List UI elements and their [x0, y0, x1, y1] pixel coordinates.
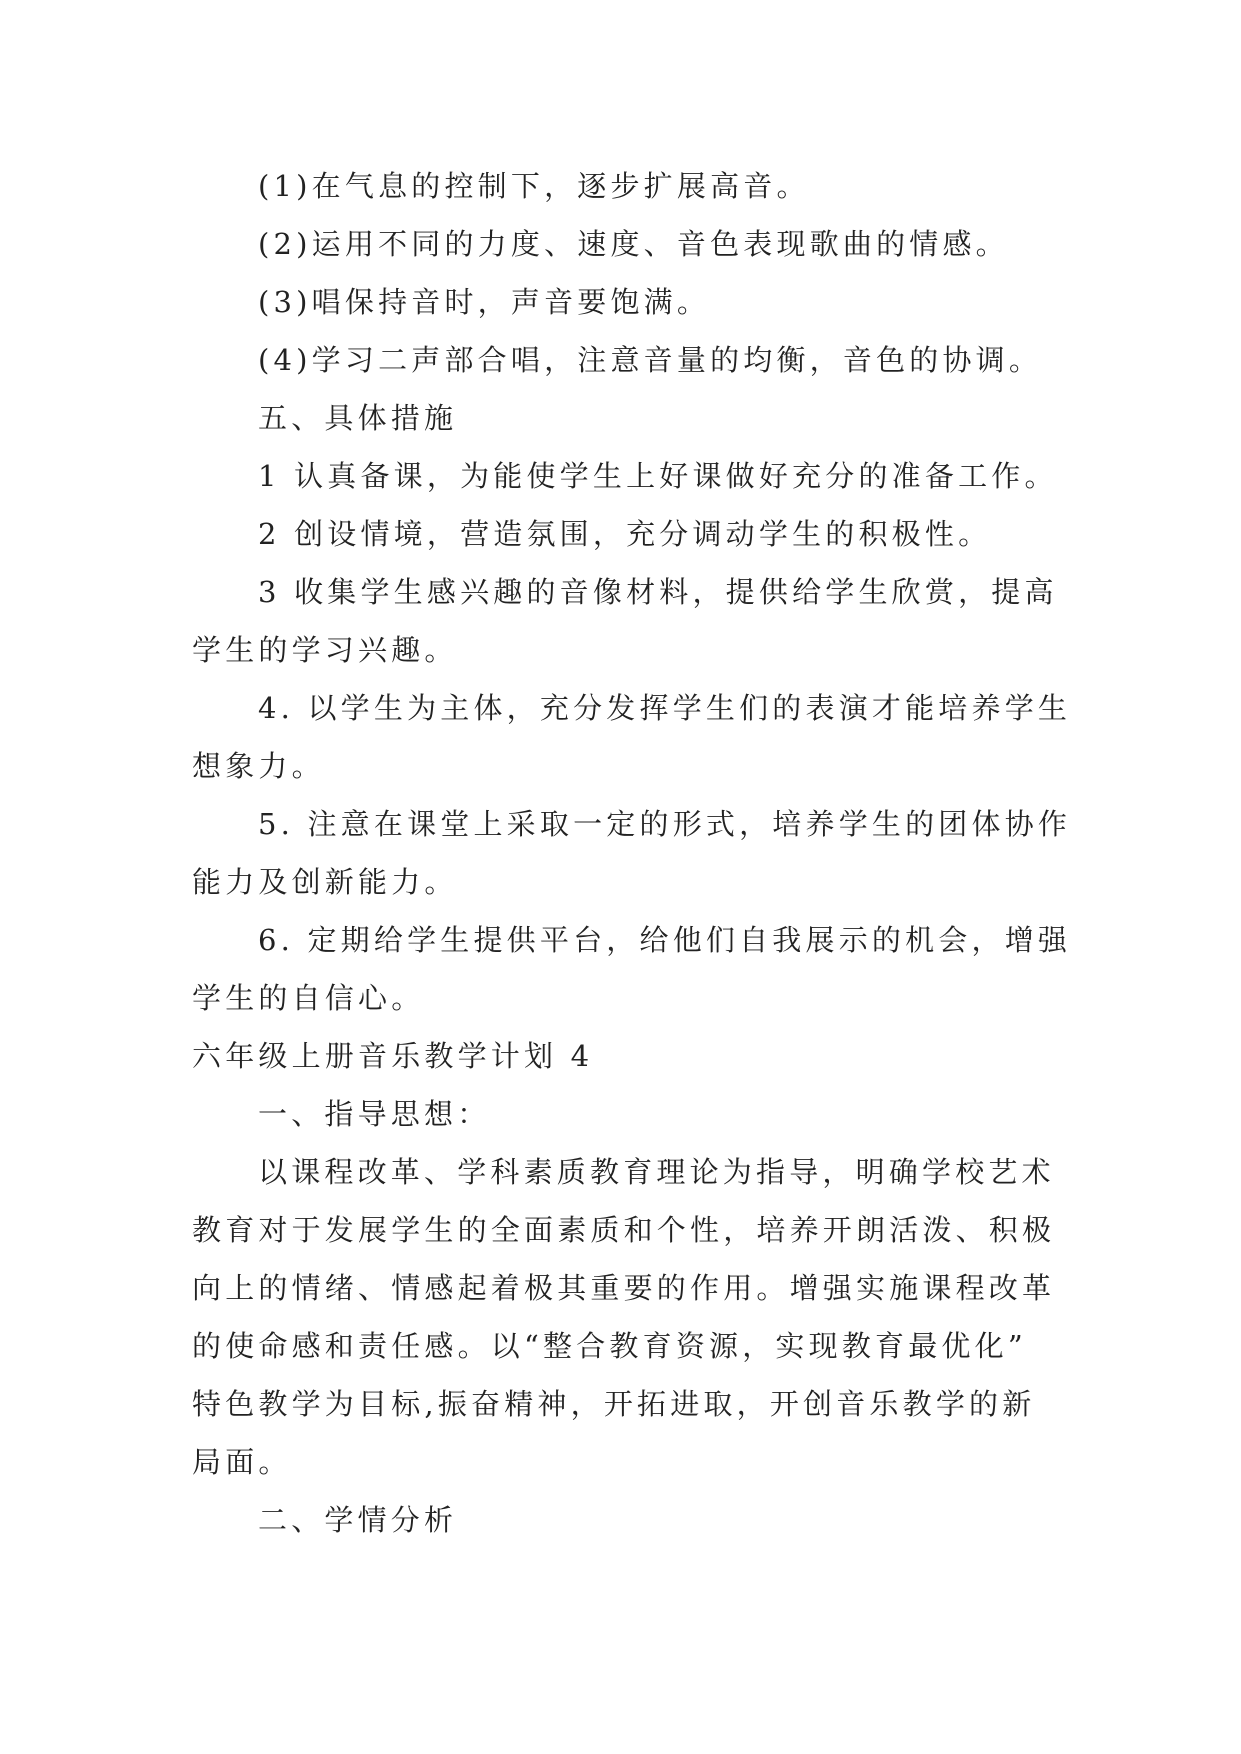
- text-line: 特色教学为目标,振奋精神，开拓进取，开创音乐教学的新: [192, 1387, 1036, 1421]
- text-line: 向上的情绪、情感起着极其重要的作用。增强实施课程改革: [192, 1271, 1056, 1305]
- text-line: (1)在气息的控制下，逐步扩展高音。: [258, 169, 810, 203]
- text-line: (3)唱保持音时，声音要饱满。: [258, 285, 711, 319]
- text-line: 6. 定期给学生提供平台，给他们自我展示的机会，增强: [258, 923, 1072, 957]
- section-heading: 一、指导思想：: [258, 1097, 491, 1131]
- text-line: 教育对于发展学生的全面素质和个性，培养开朗活泼、积极: [192, 1213, 1056, 1247]
- text-line: 4. 以学生为主体，充分发挥学生们的表演才能培养学生: [258, 691, 1072, 725]
- text-line: 1 认真备课，为能使学生上好课做好充分的准备工作。: [258, 459, 1058, 493]
- text-line: 以课程改革、学科素质教育理论为指导，明确学校艺术: [258, 1155, 1055, 1189]
- text-line: 的使命感和责任感。以“整合教育资源，实现教育最优化”: [192, 1329, 1027, 1363]
- section-heading: 二、学情分析: [258, 1503, 458, 1537]
- text-line: (2)运用不同的力度、速度、音色表现歌曲的情感。: [258, 227, 1009, 261]
- section-heading: 五、具体措施: [258, 401, 458, 435]
- text-line: 3 收集学生感兴趣的音像材料，提供给学生欣赏，提高: [258, 575, 1058, 609]
- text-line: 5. 注意在课堂上采取一定的形式，培养学生的团体协作: [258, 807, 1072, 841]
- text-line: 想象力。: [192, 749, 325, 783]
- text-line: 2 创设情境，营造氛围，充分调动学生的积极性。: [258, 517, 992, 551]
- text-line: 能力及创新能力。: [192, 865, 458, 899]
- text-line: 学生的学习兴趣。: [192, 633, 458, 667]
- document-title: 六年级上册音乐教学计划 4: [192, 1039, 594, 1073]
- text-line: 局面。: [192, 1445, 292, 1479]
- text-line: 学生的自信心。: [192, 981, 425, 1015]
- text-line: (4)学习二声部合唱，注意音量的均衡，音色的协调。: [258, 343, 1043, 377]
